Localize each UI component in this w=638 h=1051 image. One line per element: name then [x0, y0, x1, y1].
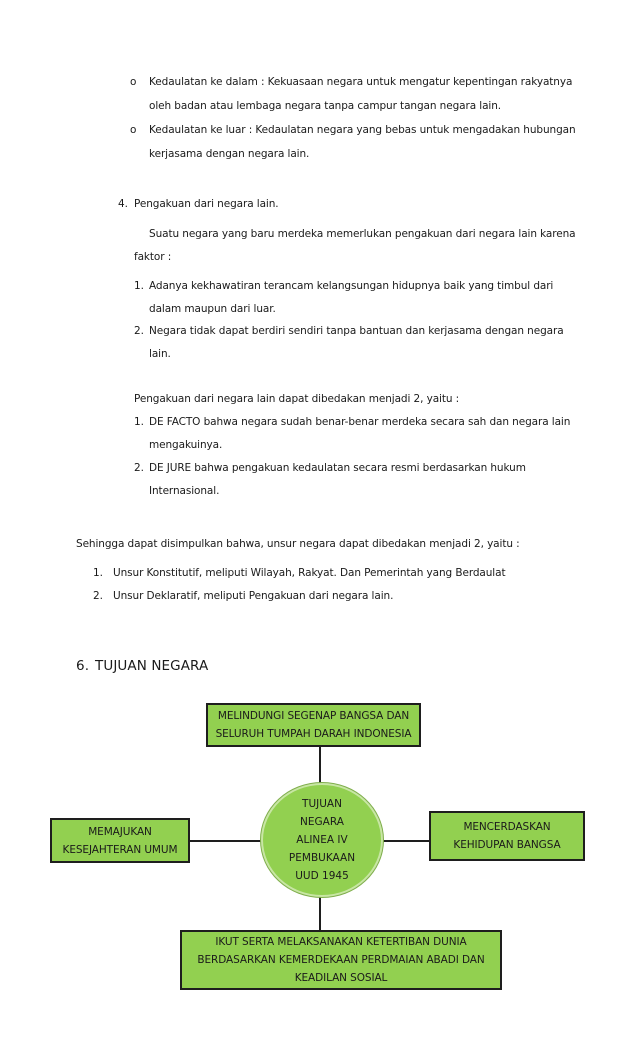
connector-right: [382, 840, 430, 842]
bullet-icon: o: [130, 124, 137, 136]
recognition-heading: Pengakuan dari negara lain.: [134, 198, 279, 210]
recognition-intro-line2: faktor :: [134, 251, 172, 263]
type-number: 1.: [134, 416, 144, 428]
conclusion-item-constitutive: Unsur Konstitutif, meliputi Wilayah, Rakyat. Dan Pemerintah yang Berdaulat: [113, 567, 506, 579]
conclusion-number: 2.: [93, 590, 103, 602]
connector-top: [319, 745, 321, 785]
conclusion-item-declarative: Unsur Deklaratif, meliputi Pengakuan dari negara lain.: [113, 590, 394, 602]
goal-world-order-box: IKUT SERTA MELAKSANAKAN KETERTIBAN DUNIA BERDASARKAN KEMERDEKAAN PERDMAIAN ABADI DAN KEADILAN SOSIAL: [180, 930, 502, 990]
goal-educate-box: MENCERDASKAN KEHIDUPAN BANGSA: [429, 811, 585, 861]
sovereignty-external-line2: kerjasama dengan negara lain.: [149, 148, 310, 160]
factor-2-line2: lain.: [149, 348, 171, 360]
goal-protect-box: MELINDUNGI SEGENAP BANGSA DAN SELURUH TUMPAH DARAH INDONESIA: [206, 703, 421, 747]
sovereignty-internal-line2: oleh badan atau lembaga negara tanpa campur tangan negara lain.: [149, 100, 502, 112]
type-dejure-line2: Internasional.: [149, 485, 220, 497]
section-number: 6.: [76, 658, 90, 674]
goal-welfare-box: MEMAJUKAN KESEJAHTERAN UMUM: [50, 818, 190, 863]
section-title: TUJUAN NEGARA: [95, 658, 209, 674]
conclusion-text: Sehingga dapat disimpulkan bahwa, unsur negara dapat dibedakan menjadi 2, yaitu :: [76, 538, 520, 550]
recognition-types-intro: Pengakuan dari negara lain dapat dibedakan menjadi 2, yaitu :: [134, 393, 460, 405]
conclusion-number: 1.: [93, 567, 103, 579]
type-defacto-line1: DE FACTO bahwa negara sudah benar-benar merdeka secara sah dan negara lain: [149, 416, 571, 428]
bullet-icon: o: [130, 76, 137, 88]
factor-number: 1.: [134, 280, 144, 292]
recognition-number: 4.: [118, 198, 128, 210]
sovereignty-internal-line1: Kedaulatan ke dalam : Kekuasaan negara untuk mengatur kepentingan rakyatnya: [149, 76, 573, 88]
factor-number: 2.: [134, 325, 144, 337]
type-number: 2.: [134, 462, 144, 474]
factor-2-line1: Negara tidak dapat berdiri sendiri tanpa bantuan dan kerjasama dengan negara: [149, 325, 564, 337]
recognition-intro-line1: Suatu negara yang baru merdeka memerlukan pengakuan dari negara lain karena: [149, 228, 576, 240]
center-goal-circle: TUJUAN NEGARA ALINEA IV PEMBUKAAN UUD 1945: [261, 783, 383, 897]
connector-left: [190, 840, 263, 842]
factor-1-line2: dalam maupun dari luar.: [149, 303, 276, 315]
sovereignty-external-line1: Kedaulatan ke luar : Kedaulatan negara yang bebas untuk mengadakan hubungan: [149, 124, 576, 136]
factor-1-line1: Adanya kekhawatiran terancam kelangsungan hidupnya baik yang timbul dari: [149, 280, 554, 292]
type-defacto-line2: mengakuinya.: [149, 439, 223, 451]
connector-bottom: [319, 895, 321, 931]
type-dejure-line1: DE JURE bahwa pengakuan kedaulatan secara resmi berdasarkan hukum: [149, 462, 526, 474]
